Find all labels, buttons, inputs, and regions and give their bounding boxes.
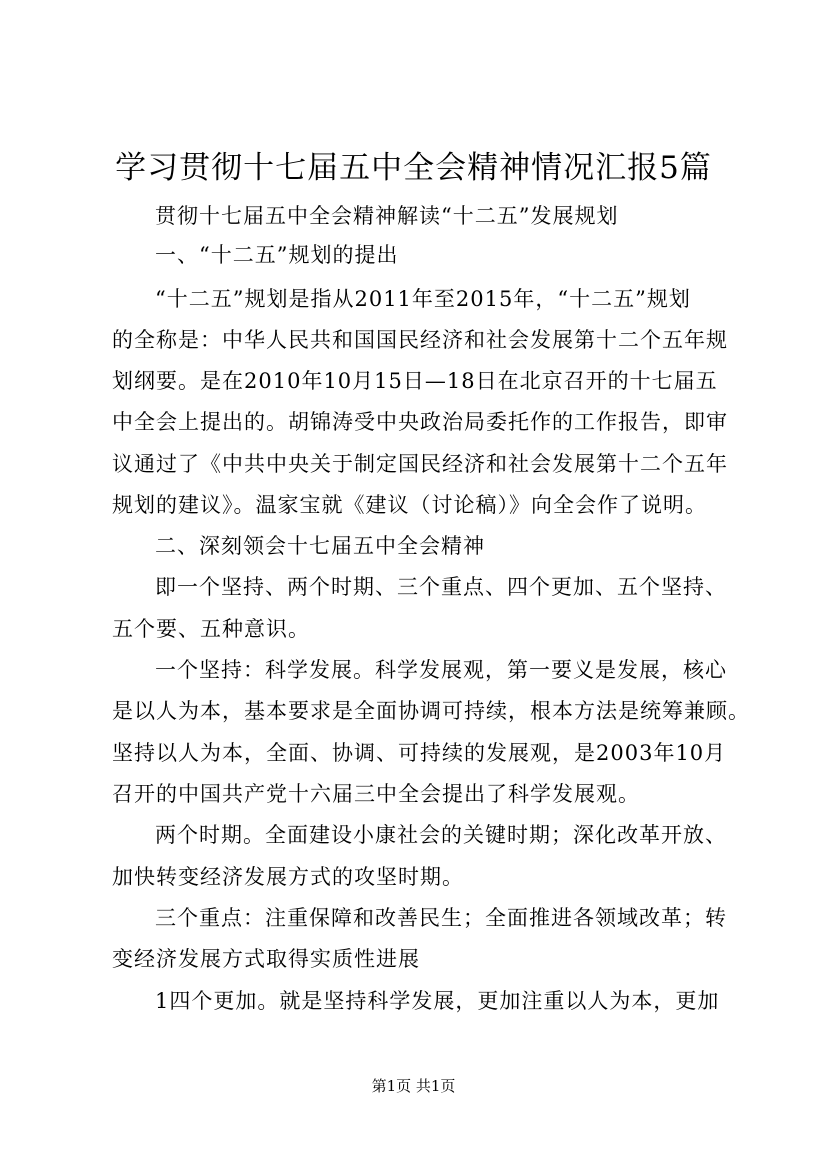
paragraph-line: 变经济发展方式取得实质性进展: [112, 947, 420, 971]
paragraph-line: 召开的中国共产党十六届三中全会提出了科学发展观。: [112, 782, 640, 806]
paragraph-line: 1四个更加。就是坚持科学发展，更加注重以人为本，更加: [155, 989, 720, 1013]
section-heading: 一、“十二五”规划的提出: [155, 243, 399, 267]
paragraph-line: 规划的建议》。温家宝就《建议（讨论稿）》向全会作了说明。: [112, 493, 707, 517]
paragraph-line: 中全会上提出的。胡锦涛受中央政治局委托作的工作报告，即审: [112, 410, 728, 434]
paragraph-line: 加快转变经济发展方式的攻坚时期。: [112, 865, 464, 889]
paragraph-line: 三个重点：注重保障和改善民生；全面推进各领域改革；转: [155, 906, 727, 930]
paragraph-line: 即一个坚持、两个时期、三个重点、四个更加、五个坚持、: [155, 575, 727, 599]
paragraph-line: 的全称是：中华人民共和国国民经济和社会发展第十二个五年规: [112, 328, 728, 352]
page-footer: 第1页 共1页: [371, 1077, 456, 1095]
paragraph-line: 划纲要。是在2010年10月15日—18日在北京召开的十七届五: [112, 369, 718, 393]
paragraph-line: 是以人为本，基本要求是全面协调可持续，根本方法是统筹兼顾。: [112, 699, 750, 723]
paragraph-line: 一个坚持：科学发展。科学发展观，第一要义是发展，核心: [155, 658, 727, 682]
paragraph-line: “十二五”规划是指从2011年至2015年，“十二五”规划: [155, 287, 691, 311]
paragraph-line: 贯彻十七届五中全会精神解读“十二五”发展规划: [155, 204, 619, 228]
document-title: 学习贯彻十七届五中全会精神情况汇报5篇: [115, 150, 712, 186]
paragraph-line: 两个时期。全面建设小康社会的关键时期；深化改革开放、: [155, 823, 727, 847]
paragraph-line: 坚持以人为本，全面、协调、可持续的发展观，是2003年10月: [112, 741, 727, 765]
section-heading: 二、深刻领会十七届五中全会精神: [155, 534, 485, 558]
paragraph-line: 议通过了《中共中央关于制定国民经济和社会发展第十二个五年: [112, 452, 728, 476]
paragraph-line: 五个要、五种意识。: [112, 617, 310, 641]
